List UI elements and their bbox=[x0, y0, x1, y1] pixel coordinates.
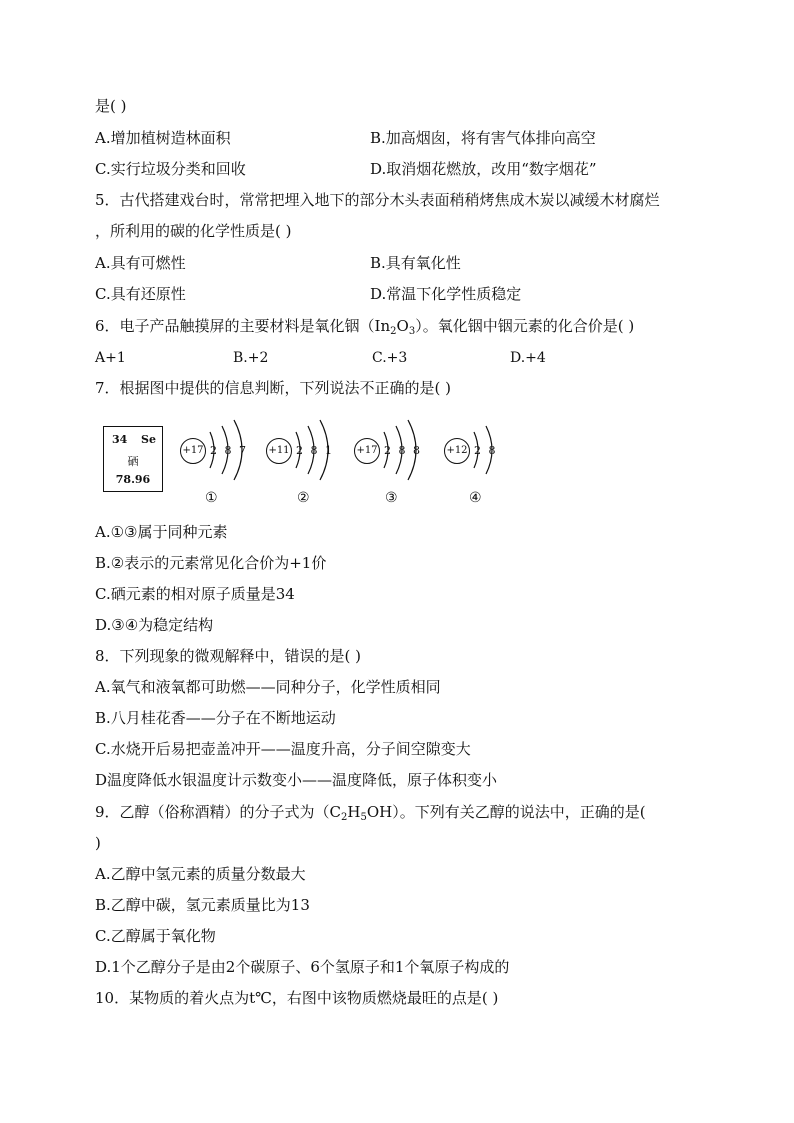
q8-stem: 8．下列现象的微观解释中，错误的是( ) bbox=[95, 647, 362, 665]
electron-shells-icon bbox=[264, 416, 364, 516]
q5-options-row-2 bbox=[95, 284, 715, 304]
q6-formula-o: O bbox=[396, 317, 409, 335]
shell-electrons: 2 8 bbox=[474, 444, 498, 457]
q8-option-c[interactable]: C.水烧开后易把壶盖冲开——温度升高，分子间空隙变大 bbox=[95, 740, 471, 758]
diagram-label: ③ bbox=[385, 490, 398, 506]
q5-option-b[interactable]: B.具有氧化性 bbox=[370, 254, 461, 272]
q7-figure bbox=[100, 416, 520, 516]
q6-stem-post: ）。氧化铟中铟元素的化合价是( ) bbox=[415, 317, 635, 335]
q9-formula-c: C bbox=[329, 803, 342, 821]
q9-formula-h: H bbox=[347, 803, 361, 821]
q4-option-b[interactable]: B.加高烟囱，将有害气体排向高空 bbox=[370, 129, 596, 147]
q6-formula-in: In bbox=[374, 317, 391, 335]
q6-sub-2: 2 bbox=[390, 326, 397, 337]
q6-stem bbox=[95, 316, 634, 342]
nucleus: +17 bbox=[180, 438, 206, 464]
q9-stem-close: ) bbox=[95, 834, 101, 852]
q5-option-c[interactable]: C.具有还原性 bbox=[95, 285, 186, 303]
atom-diagram-3 bbox=[352, 416, 452, 516]
q7-stem: 7．根据图中提供的信息判断，下列说法不正确的是( ) bbox=[95, 379, 452, 397]
q6-options-row bbox=[95, 348, 715, 368]
atomic-mass: 78.96 bbox=[115, 473, 151, 486]
q9-option-b[interactable]: B.乙醇中碳，氢元素质量比为13 bbox=[95, 896, 310, 914]
nucleus: +17 bbox=[354, 438, 380, 464]
diagram-label: ① bbox=[205, 490, 218, 506]
q6-option-d[interactable]: D.+4 bbox=[510, 350, 546, 366]
element-name: 硒 bbox=[127, 455, 139, 468]
q8-option-b[interactable]: B.八月桂花香——分子在不断地运动 bbox=[95, 709, 336, 727]
diagram-label: ② bbox=[297, 490, 310, 506]
q9-sub-2: 2 bbox=[341, 812, 348, 823]
q9-sub-5: 5 bbox=[360, 812, 367, 823]
electron-shells-icon bbox=[352, 416, 452, 516]
diagram-label: ④ bbox=[469, 490, 482, 506]
q7-option-d[interactable]: D.③④为稳定结构 bbox=[95, 616, 214, 634]
atom-diagram-4 bbox=[442, 416, 542, 516]
q8-option-a[interactable]: A.氧气和液氧都可助燃——同种分子，化学性质相同 bbox=[95, 678, 441, 696]
q5-stem-cont: ，所利用的碳的化学性质是( ) bbox=[95, 222, 292, 240]
shell-electrons: 2 8 7 bbox=[210, 444, 248, 457]
q6-option-a[interactable]: A+1 bbox=[95, 350, 126, 366]
atom-diagram-2 bbox=[264, 416, 364, 516]
shell-electrons: 2 8 8 bbox=[384, 444, 422, 457]
shell-electrons: 2 8 1 bbox=[296, 444, 334, 457]
q4-option-a[interactable]: A.增加植树造林面积 bbox=[95, 129, 231, 147]
q5-option-a[interactable]: A.具有可燃性 bbox=[95, 254, 186, 272]
q10-stem: 10．某物质的着火点为t℃，右图中该物质燃烧最旺的点是( ) bbox=[95, 989, 499, 1007]
q6-option-c[interactable]: C.+3 bbox=[372, 350, 408, 366]
electron-shells-icon bbox=[178, 416, 278, 516]
nucleus: +11 bbox=[266, 438, 292, 464]
q7-option-b[interactable]: B.②表示的元素常见化合价为+1价 bbox=[95, 554, 327, 572]
q9-stem-post: ）。下列有关乙醇的说法中，正确的是( bbox=[392, 803, 646, 821]
q5-option-d[interactable]: D.常温下化学性质稳定 bbox=[370, 285, 522, 303]
atom-diagram-1 bbox=[178, 416, 278, 516]
q5-stem: 5．古代搭建戏台时，常常把埋入地下的部分木头表面稍稍烤焦成木炭以减缓木材腐烂 bbox=[95, 191, 660, 209]
q4-option-c[interactable]: C.实行垃圾分类和回收 bbox=[95, 160, 246, 178]
q9-stem-pre: 9．乙醇（俗称酒精）的分子式为（ bbox=[95, 803, 330, 821]
element-symbol: Se bbox=[141, 433, 156, 446]
q9-option-d[interactable]: D.1个乙醇分子是由2个碳原子、6个氢原子和1个氧原子构成的 bbox=[95, 958, 510, 976]
q6-stem-pre: 6．电子产品触摸屏的主要材料是氧化铟（ bbox=[95, 317, 375, 335]
q6-option-b[interactable]: B.+2 bbox=[233, 350, 269, 366]
q4-options-row-2 bbox=[95, 159, 715, 179]
q9-option-a[interactable]: A.乙醇中氢元素的质量分数最大 bbox=[95, 865, 306, 883]
q4-option-d[interactable]: D.取消烟花燃放，改用“数字烟花” bbox=[370, 160, 597, 178]
nucleus: +12 bbox=[444, 438, 470, 464]
electron-shells-icon bbox=[442, 416, 542, 516]
q6-sub-3: 3 bbox=[408, 326, 416, 337]
q9-stem bbox=[95, 802, 646, 828]
q4-stem-end: 是( ) bbox=[95, 97, 127, 115]
q9-option-c[interactable]: C.乙醇属于氧化物 bbox=[95, 927, 216, 945]
selenium-element-card bbox=[103, 426, 163, 492]
q8-option-d[interactable]: D温度降低水银温度计示数变小——温度降低，原子体积变小 bbox=[95, 771, 498, 789]
q7-option-c[interactable]: C.硒元素的相对原子质量是34 bbox=[95, 585, 295, 603]
q4-options-row-1 bbox=[95, 128, 715, 148]
q5-options-row-1 bbox=[95, 253, 715, 273]
atomic-number: 34 bbox=[112, 433, 128, 446]
q9-formula-oh: OH bbox=[366, 803, 393, 821]
q7-option-a[interactable]: A.①③属于同种元素 bbox=[95, 523, 228, 541]
